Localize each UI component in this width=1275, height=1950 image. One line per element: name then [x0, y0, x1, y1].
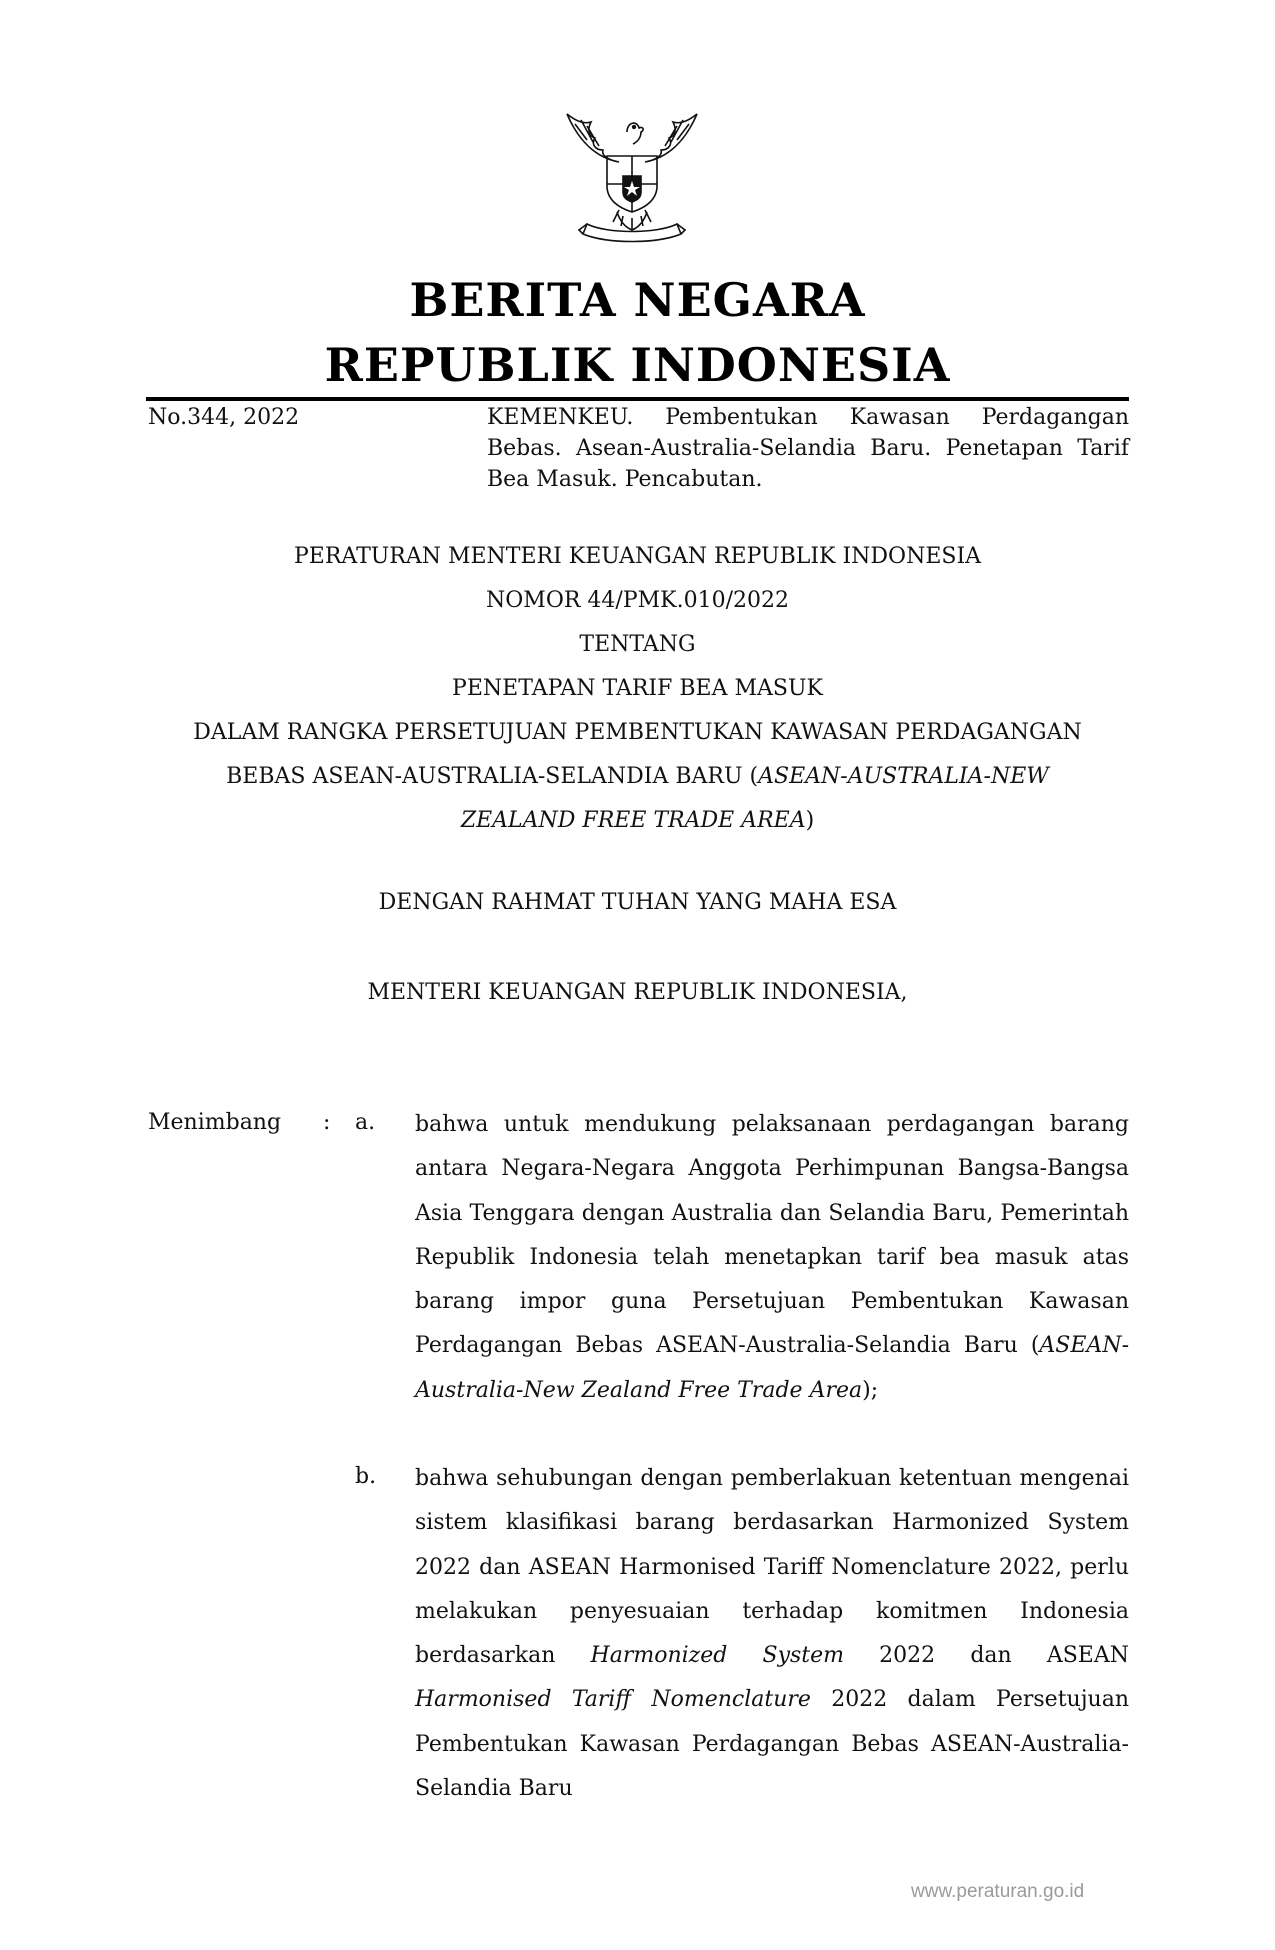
title-line: DALAM RANGKA PERSETUJUAN PEMBENTUKAN KAWASAN PERDAGANGAN	[193, 720, 1082, 745]
title-text: )	[805, 808, 815, 833]
issuing-authority: MENTERI KEUANGAN REPUBLIK INDONESIA,	[367, 980, 908, 1005]
clause-text: bahwa sehubungan dengan pemberlakuan ketentuan mengenai sistem klasifikasi barang berdasarkan Harmonized System 2022 dan ASEAN Harmonised Tariff Nomenclature 2022, perlu melakukan penyesuaian terhadap komitmen Indonesia berdasarkan	[415, 1466, 1129, 1668]
source-watermark: www.peraturan.go.id	[911, 1881, 1085, 1902]
title-line: NOMOR 44/PMK.010/2022	[486, 588, 789, 613]
document-number: No.344, 2022	[148, 405, 300, 430]
clause-italic-text: Harmonised Tariff Nomenclature	[415, 1687, 811, 1713]
masthead-line-2: REPUBLIK INDONESIA	[324, 338, 951, 392]
garuda-emblem-icon	[557, 100, 707, 248]
regulation-title	[146, 535, 1129, 843]
clause-b-letter: b.	[355, 1464, 377, 1489]
title-line: PERATURAN MENTERI KEUANGAN REPUBLIK INDONESIA	[293, 544, 982, 569]
title-line: PENETAPAN TARIF BEA MASUK	[452, 676, 823, 701]
title-line	[146, 799, 1129, 843]
clause-b-text	[415, 1457, 1129, 1811]
clause-a-letter: a.	[355, 1110, 376, 1135]
clause-italic-text: ASEAN-Australia-New Zealand Free Trade Area	[415, 1333, 1129, 1403]
clause-italic-text: Harmonized System	[590, 1643, 845, 1668]
title-line: TENTANG	[579, 632, 696, 657]
document-subject: KEMENKEU. Pembentukan Kawasan Perdagangan Bebas. Asean-Australia-Selandia Baru. Penetapan Tarif Bea Masuk. Pencabutan.	[487, 405, 1129, 492]
clause-text: bahwa untuk mendukung pelaksanaan perdagangan barang antara Negara-Negara Anggota Perhimpunan Bangsa-Bangsa Asia Tenggara dengan Australia dan Selandia Baru, Pemerintah Republik Indonesia telah menetapkan tarif bea masuk atas barang impor guna Persetujuan Pembentukan Kawasan Perdagangan Bebas ASEAN-Australia-Selandia Baru (	[415, 1112, 1129, 1359]
title-italic-text: ZEALAND FREE TRADE AREA	[460, 808, 806, 833]
title-line	[146, 755, 1129, 799]
clause-text: 2022 dalam Persetujuan Pembentukan Kawasan Perdagangan Bebas ASEAN-Australia-Selandia Baru	[415, 1687, 1129, 1801]
title-text: BEBAS ASEAN-AUSTRALIA-SELANDIA BARU (	[226, 764, 759, 789]
clause-text: 2022 dan ASEAN	[844, 1643, 1129, 1668]
clause-text: );	[862, 1377, 879, 1403]
masthead-divider	[146, 397, 1129, 401]
invocation: DENGAN RAHMAT TUHAN YANG MAHA ESA	[378, 890, 897, 915]
clause-a-text	[415, 1103, 1129, 1413]
considering-colon: :	[323, 1110, 331, 1135]
masthead-line-1: BERITA NEGARA	[409, 273, 866, 327]
title-italic-text: ASEAN-AUSTRALIA-NEW	[758, 764, 1049, 789]
considering-label: Menimbang	[148, 1110, 282, 1135]
